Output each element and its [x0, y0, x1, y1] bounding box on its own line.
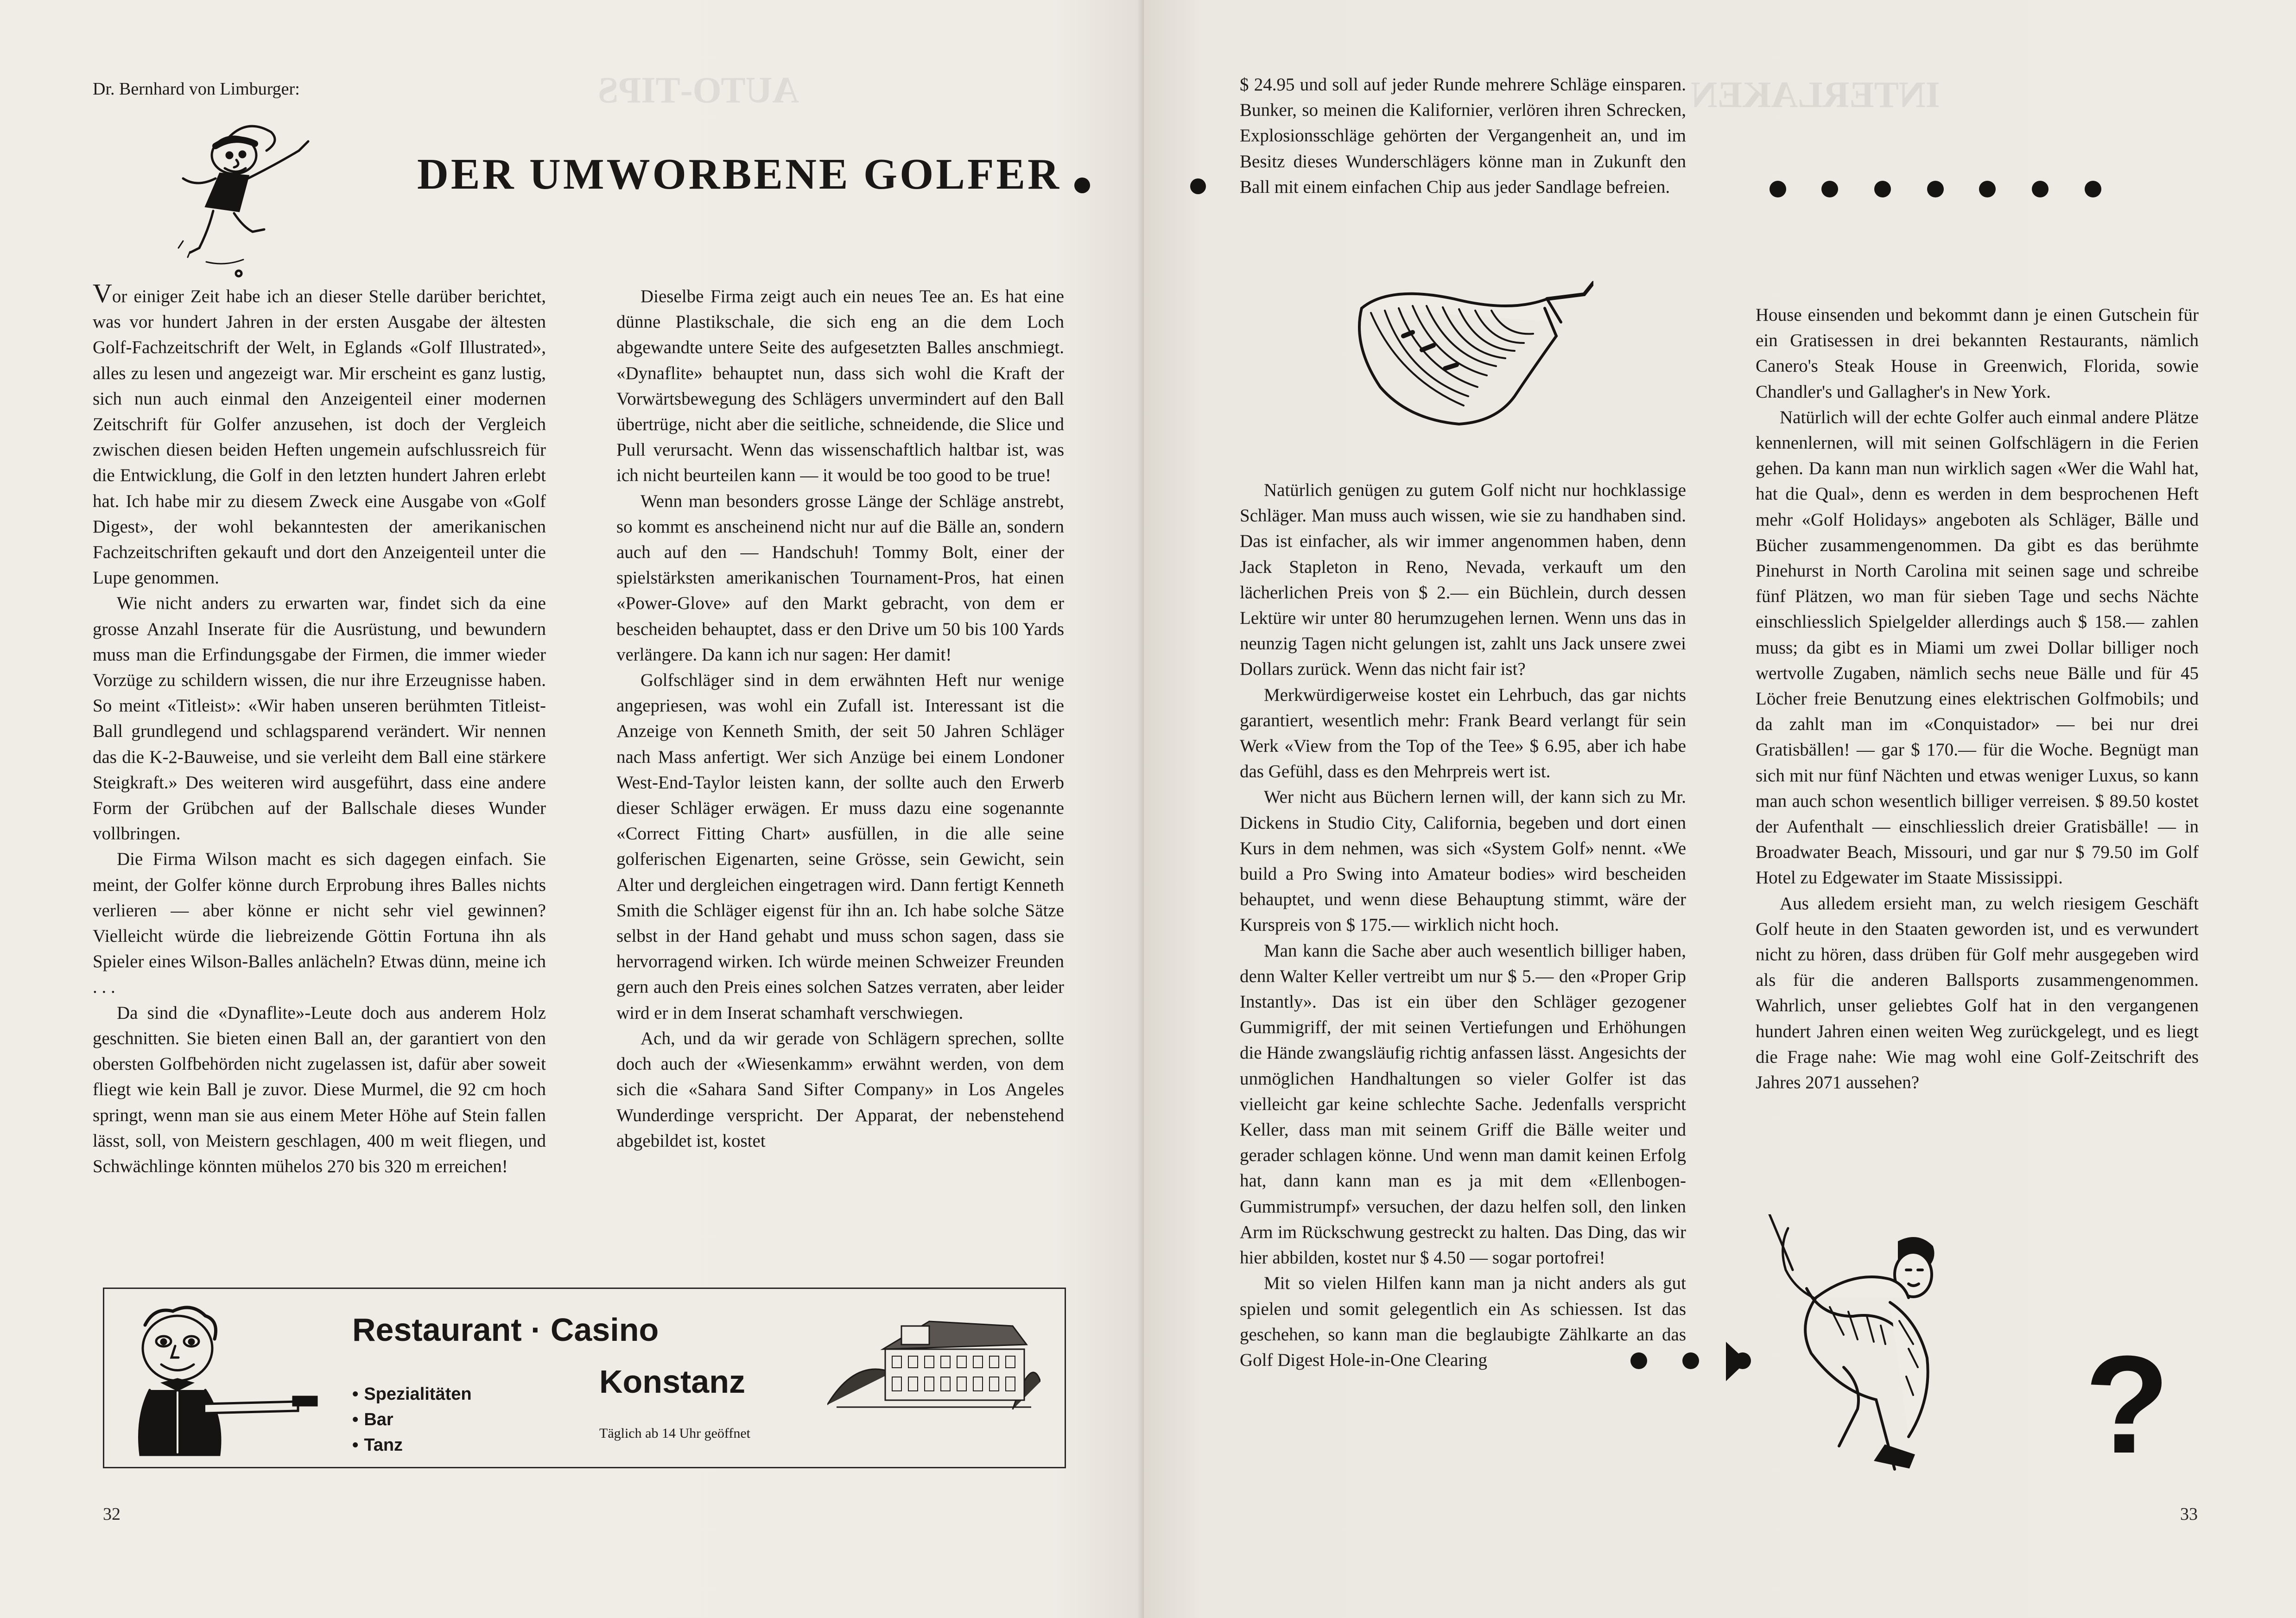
- arrow-icon: [1726, 1342, 1749, 1381]
- decorative-bullet: [1821, 181, 1838, 197]
- restaurant-casino-ad: [103, 1288, 1066, 1468]
- right-page: [1144, 0, 2296, 1618]
- ad-title: Restaurant · Casino: [352, 1312, 659, 1348]
- casino-building-illustration: [827, 1298, 1040, 1414]
- decorative-bullet: [1979, 181, 1996, 197]
- show-through-text: AUTO-TIPS: [598, 70, 799, 111]
- golfer-swing-illustration: [1760, 1214, 1973, 1474]
- ad-item: • Bar: [352, 1407, 472, 1433]
- paragraph: Die Firma Wilson macht es sich dagegen einfach. Sie meint, der Golfer könne durch Erprobung ihres Balles nichts verlieren — aber könne er nicht sehr viel gewinnen? Vielleicht würde die liebreizende Göttin Fortuna ihn als Spieler eines Wilson-Balles anlächeln? Etwas dünn, meine ich . . .: [93, 849, 546, 997]
- decorative-bullet: [1927, 181, 1944, 197]
- author-byline: Dr. Bernhard von Limburger:: [93, 79, 300, 99]
- cartoon-golfer-illustration: [160, 109, 317, 280]
- article-column-3: [1240, 477, 1686, 1373]
- paragraph: Vor einiger Zeit habe ich an dieser Stelle darüber berichtet, was vor hundert Jahren in der ersten Ausgabe der ältesten Golf-Fachzeitschrift der Welt, in Eglands «Golf Illustrated», alles zu lesen und angezeigt war. Mir erscheint es ganz lustig, sich nun auch einmal den Anzeigenteil einer modernen Zeitschrift für Golfer anzusehen, ist doch der Vergleich zwischen diesen beiden Heften ungemein aufschlussreich für die Entwicklung, die Golf in den letzten hundert Jahren erlebt hat. Ich habe mir zu diesem Zweck eine Ausgabe von «Golf Digest», der wohl bekanntesten der amerikanischen Fachzeitschriften gekauft und dort den Anzeigenteil unter die Lupe genommen.: [93, 278, 546, 588]
- question-mark: ?: [2085, 1326, 2170, 1482]
- decorative-bullet: [1682, 1352, 1699, 1369]
- show-through-text: INTERLAKEN: [1691, 75, 1940, 115]
- decorative-bullet: [1190, 178, 1206, 194]
- ad-services-list: [352, 1382, 472, 1458]
- decorative-bullet: [2085, 181, 2101, 197]
- paragraph: Merkwürdigerweise kostet ein Lehrbuch, das gar nichts garantiert, wesentlich mehr: Frank Beard verlangt für sein Werk «View from the Top of the Tee» $ 6.95, aber ich habe das Gefühl, dass es den Mehrpreis wert ist.: [1240, 685, 1686, 782]
- decorative-bullet: [2032, 181, 2049, 197]
- article-column-1: [93, 278, 546, 1179]
- paragraph: Golfschläger sind in dem erwähnten Heft nur wenige angepriesen, was wohl ein Zufall ist. Interessant ist die Anzeige von Kenneth Smith, der seit 50 Jahren Schläger nach Mass anfertigt. Wer sich Anzüge bei einem Londoner West-End-Taylor leisten kann, der sollte auch den Erwerb dieser Schläger erwägen. Er muss dazu eine sogenannte «Correct Fitting Chart» ausfüllen, in die alle seine golferischen Eigenarten, seine Grösse, sein Gewicht, sein Alter und dergleichen eingetragen wird. Dann fertigt Kenneth Smith die Schläger eigenst für ihn an. Ich habe solche Sätze selbst in der Hand gehabt und muss schon sagen, dass sie hervorragend wirken. Ich würde meinen Schweizer Freunden gern auch den Preis eines solchen Satzes verraten, aber leider wird er in dem Inserat schamhaft verschwiegen.: [616, 670, 1064, 1023]
- waiter-cartoon-illustration: [117, 1297, 330, 1464]
- article-column-3-top: [1240, 72, 1686, 200]
- decorative-bullet: [1874, 181, 1891, 197]
- decorative-bullet: [1630, 1352, 1647, 1369]
- decorative-bullet: [1770, 181, 1786, 197]
- ad-city: Konstanz: [599, 1364, 745, 1400]
- paragraph: Natürlich will der echte Golfer auch einmal andere Plätze kennenlernen, will mit seinen Golfschlägern in die Ferien gehen. Da kann man nun wirklich sagen «Wer die Wahl hat, hat die Qual», denn es werden in dem besprochenen Heft mehr «Golf Holidays» angeboten als Schläger, Bälle und Bücher zusammengenommen. Da gibt es das berühmte Pinehurst in North Carolina mit seinen sage und schreibe fünf Plätzen, wo man für sieben Tage und sechs Nächte einschliesslich Spielgelder allerdings auch $ 158.— zahlen muss; da gibt es in Miami um zwei Dollar billiger noch wertvolle Zugaben, nämlich sechs neue Bälle und für 45 Löcher freie Benutzung eines elektrischen Golfmobils; und da zahlt man im «Conquistador» — bei nur drei Gratisbällen! — gar $ 170.— für die Woche. Begnügt man sich mit nur fünf Nächten und etwas weniger Luxus, so kann man auch schon wesentlich billiger verreisen. $ 89.50 kostet der Aufenthalt — einschliesslich dreier Gratisbälle! — in Broadwater Beach, Missouri, und gar nur $ 79.50 im Golf Hotel zu Edgewater im Staate Mississippi.: [1756, 407, 2199, 888]
- paragraph: Natürlich genügen zu gutem Golf nicht nur hochklassige Schläger. Man muss auch wissen, wie sie zu handhaben sind. Das ist einfacher, als wir immer angenommen haben, denn Jack Stapleton in Reno, Nevada, verkauft um den lächerlichen Preis von $ 2.— ein Büchlein, durch dessen Lektüre wir unter 80 herumzugehen lernen. Wenn uns das in neunzig Tagen nicht gelungen ist, zahlt uns Jack unsere zwei Dollars zurück. Wenn das nicht fair ist?: [1240, 480, 1686, 679]
- paragraph: Aus alledem ersieht man, zu welch riesigem Geschäft Golf heute in den Staaten geworden ist, und es verwundert nicht zu hören, dass drüben für Golf mehr ausgegeben wird als für die anderen Ballsports zusammengenommen. Wahrlich, unser geliebtes Golf hat in den vergangenen hundert Jahren einen weiten Weg zurückgelegt, und es liegt die Frage nahe: Wie mag wohl eine Golf-Zeitschrift des Jahres 2071 aussehen?: [1756, 893, 2199, 1093]
- paragraph: Da sind die «Dynaflite»-Leute doch aus anderem Holz geschnitten. Sie bieten einen Ball an, der garantiert von den obersten Golfbehörden nicht zugelassen ist, dafür aber soweit fliegt wie kein Ball je zuvor. Diese Murmel, die 92 cm hoch springt, wenn man sie aus einem Meter Höhe auf Stein fallen lässt, soll, von Meistern geschlagen, 400 m weit fliegen, und Schwächlinge könnten mühelos 270 bis 320 m erreichen!: [93, 1003, 546, 1176]
- paragraph: $ 24.95 und soll auf jeder Runde mehrere Schläge einsparen. Bunker, so meinen die Kalifornier, verlören ihren Schrecken, Explosionsschläge gehörten der Vergangenheit an, und im Besitz dieses Wunderschlägers könne man in Zukunft den Ball mit einem einfachen Chip aus jeder Sandlage befreien.: [1240, 75, 1686, 197]
- paragraph: Man kann die Sache aber auch wesentlich billiger haben, denn Walter Keller vertreibt um nur $ 5.— den «Proper Grip Instantly». Das ist ein über den Schläger gezogener Gummigriff, der mit seinen Vertiefungen und Erhöhungen die Hände zwangsläufig richtig anfassen lässt. Angesichts der unmöglichen Handhaltungen so vieler Golfer ist das vielleicht gar keine schlechte Sache. Jedenfalls verspricht Keller, dass man mit seinem Griff die Bälle weiter und gerader schlagen könne. Und wenn man damit keinen Erfolg hat, dann kann man es ja mit dem «Ellenbogen-Gummistrumpf» versuchen, der dazu helfen soll, den linken Arm im Rückschwung gestreckt zu halten. Das Ding, das wir hier abbilden, kostet nur $ 4.50 — sogar portofrei!: [1240, 940, 1686, 1268]
- paragraph: Mit so vielen Hilfen kann man ja nicht anders als gut spielen und somit gelegentlich ein As schiessen. Ist das geschehen, so kann man die beglaubigte Zählkarte an das Golf Digest Hole-in-One Clearing: [1240, 1273, 1686, 1370]
- drop-cap: V: [93, 278, 112, 308]
- page-number: 32: [103, 1504, 121, 1524]
- ad-item: • Tanz: [352, 1433, 472, 1458]
- article-column-2: [616, 284, 1064, 1154]
- golf-club-head-illustration: [1352, 280, 1593, 433]
- headline: DER UMWORBENE GOLFER: [417, 150, 1061, 198]
- paragraph: Wie nicht anders zu erwarten war, findet sich da eine grosse Anzahl Inserate für die Ausrüstung, und bewundern muss man die Erfindungsgabe der Firmen, die immer wieder Vorzüge zu schildern wissen, die nur ihre Erzeugnisse haben. So meint «Titleist»: «Wir haben unseren berühmten Titleist-Ball grundlegend und schlagsparend verändert. Wir nennen das die K-2-Bauweise, und sie verleiht dem Ball eine stärkere Steigkraft.» Des weiteren wird ausgeführt, dass eine andere Form der Grübchen auf der Ballschale dieses Wunder vollbringen.: [93, 593, 546, 844]
- article-column-4: [1756, 302, 2199, 1095]
- ad-item: • Spezialitäten: [352, 1382, 472, 1407]
- paragraph: Wenn man besonders grosse Länge der Schläge anstrebt, so kommt es anscheinend nicht nur auf die Bälle an, sondern auch auf den — Handschuh! Tommy Bolt, einer der spielstärksten amerikanischen Tournament-Pros, hat einen «Power-Glove» auf den Markt gebracht, von dem er bescheiden behauptet, dass er den Drive um 50 bis 100 Yards verlängere. Da kann ich nur sagen: Her damit!: [616, 491, 1064, 665]
- ad-opening-hours: Täglich ab 14 Uhr geöffnet: [599, 1426, 751, 1441]
- paragraph: Wer nicht aus Büchern lernen will, der kann sich zu Mr. Dickens in Studio City, California, begeben und dort einen Kurs in dem nehmen, was sich «System Golf» nennt. «We build a Pro Swing into Amateur bodies» wird bescheiden behauptet, und wenn diese Behauptung stimmt, wäre der Kurspreis von $ 175.— wirklich nicht hoch.: [1240, 787, 1686, 935]
- left-page: [0, 0, 1144, 1618]
- paragraph: House einsenden und bekommt dann je einen Gutschein für ein Gratisessen in drei bekannten Restaurants, nämlich Canero's Steak House in Greenwich, Florida, sowie Chandler's und Gallagher's in New York.: [1756, 305, 2199, 402]
- paragraph: Dieselbe Firma zeigt auch ein neues Tee an. Es hat eine dünne Plastikschale, die sich eng an die dem Loch abgewandte untere Seite des aufgesetzten Balles anschmiegt. «Dynaflite» behauptet nun, dass sich wohl die Kraft der Vorwärtsbewegung des Schlägers unvermindert auf den Ball übertrüge, nicht aber die seitliche, schneidende, die Slice und Pull verursacht. Wenn das wissenschaftlich haltbar ist, was ich nicht beurteilen kann — it would be too good to be true!: [616, 286, 1064, 486]
- headline-bullet: [1074, 178, 1090, 193]
- page-number: 33: [2180, 1504, 2198, 1524]
- paragraph: Ach, und da wir gerade von Schlägern sprechen, sollte doch auch der «Wiesenkamm» erwähnt werden, von dem sich die «Sahara Sand Sifter Company» in Los Angeles Wunderdinge verspricht. Der Apparat, der nebenstehend abgebildet ist, kostet: [616, 1028, 1064, 1151]
